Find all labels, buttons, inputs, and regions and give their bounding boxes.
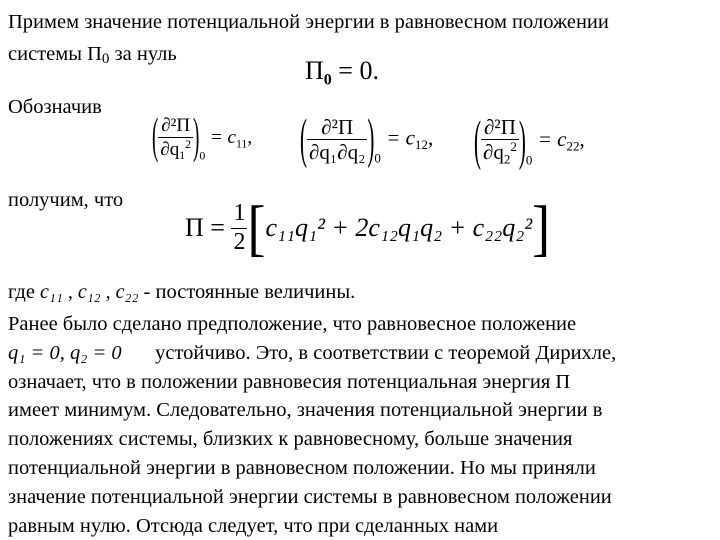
comma: , (427, 125, 434, 150)
den-text: ∂q (160, 138, 180, 160)
coefficient-11 (152, 110, 253, 165)
coefficient-12 (300, 107, 434, 170)
formula-zero (305, 56, 379, 90)
paragraph-line: потенциальной энергии в равновесном положении. Но мы приняли (8, 456, 596, 479)
paren-right: ) (193, 110, 200, 165)
paren-left: ( (474, 108, 481, 172)
eval-point: 0 (525, 152, 533, 168)
paren-right: ) (518, 108, 526, 172)
paragraph-line: равным нулю. Отсюда следует, что при сделанных нами (8, 514, 499, 537)
formula-zero-rest: = 0. (331, 56, 379, 85)
energy-formula (185, 193, 551, 263)
fraction-numerator: ∂²Π (158, 115, 193, 138)
intro-line-1: Примем значение потенциальной энергии в равновесном положении (8, 11, 609, 33)
c-sub: 22 (566, 138, 580, 154)
energy-lhs: Π = (185, 213, 232, 243)
energy-frac-num: 1 (231, 200, 247, 229)
equals-c: = c (532, 127, 567, 152)
c-sub: 12 (414, 137, 428, 152)
energy-body: c₁₁q₁² + 2c₁₂q₁q₂ + c₂₂q₂² (265, 213, 533, 243)
paragraph-line: имеет минимум. Следовательно, значения потенциальной энергии в (8, 399, 603, 422)
fraction-denominator: ∂q₁∂q₂ (309, 140, 366, 165)
main-paragraph (8, 310, 714, 540)
energy-frac-den: 2 (233, 228, 246, 255)
paragraph-line-text: устойчиво. Это, в соответствии с теоремой Дирихле, (150, 341, 617, 364)
paragraph-line: означает, что в положении равновесия потенциальная энергия Π (8, 370, 571, 393)
intro-line-2-text: системы Π (8, 43, 102, 65)
where-label: где (8, 281, 35, 303)
eval-point: 0 (374, 150, 381, 166)
paren-left: ( (152, 110, 159, 165)
fraction-numerator: ∂²Π (481, 115, 519, 140)
c-sub: 11 (235, 137, 248, 151)
fraction (158, 115, 193, 163)
den-text: ∂q (483, 140, 504, 165)
den-sub: 2 (503, 151, 511, 167)
where-text: - постоянные величины. (138, 281, 356, 303)
bracket-right: ] (532, 193, 551, 263)
den-sup: 2 (510, 139, 517, 155)
intro-line-2-subscript: 0 (101, 51, 110, 67)
fraction-denominator (481, 140, 519, 168)
comma: , (579, 127, 585, 152)
den-sup: 2 (185, 137, 191, 151)
paren-left: ( (300, 107, 307, 170)
fraction-denominator (158, 138, 193, 163)
coefficient-22 (474, 108, 585, 172)
paren-right: ) (367, 107, 375, 170)
comma: , (247, 127, 253, 149)
bracket-left: [ (247, 193, 266, 263)
equals-c: = c (380, 125, 415, 150)
where-symbols: c₁₁ , c₁₂ , c₂₂ (40, 281, 139, 303)
paragraph-line (8, 339, 714, 368)
fraction (307, 115, 367, 164)
inline-condition: q₁ = 0, q₂ = 0 (8, 341, 122, 364)
equals-c: = c (205, 127, 236, 149)
eval-point: 0 (199, 149, 206, 163)
fraction (481, 115, 519, 168)
fraction-numerator: ∂²Π (307, 115, 367, 140)
formula-zero-sub: 0 (323, 71, 332, 89)
formula-zero-symbol: Π (305, 56, 324, 85)
den-sub: 1 (179, 149, 186, 163)
where-line (8, 280, 355, 304)
label-get: получим, что (8, 189, 124, 211)
energy-fraction (231, 200, 247, 256)
intro-line-2-suffix: за нуль (109, 43, 177, 65)
intro-line-2 (8, 42, 177, 71)
paragraph-line: положениях системы, близких к равновесному, больше значения (8, 428, 573, 451)
label-denote: Обозначив (8, 96, 102, 118)
paragraph-line: значение потенциальной энергии системы в равновесном положении (8, 485, 612, 508)
paragraph-line: Ранее было сделано предположение, что равновесное положение (8, 313, 577, 335)
